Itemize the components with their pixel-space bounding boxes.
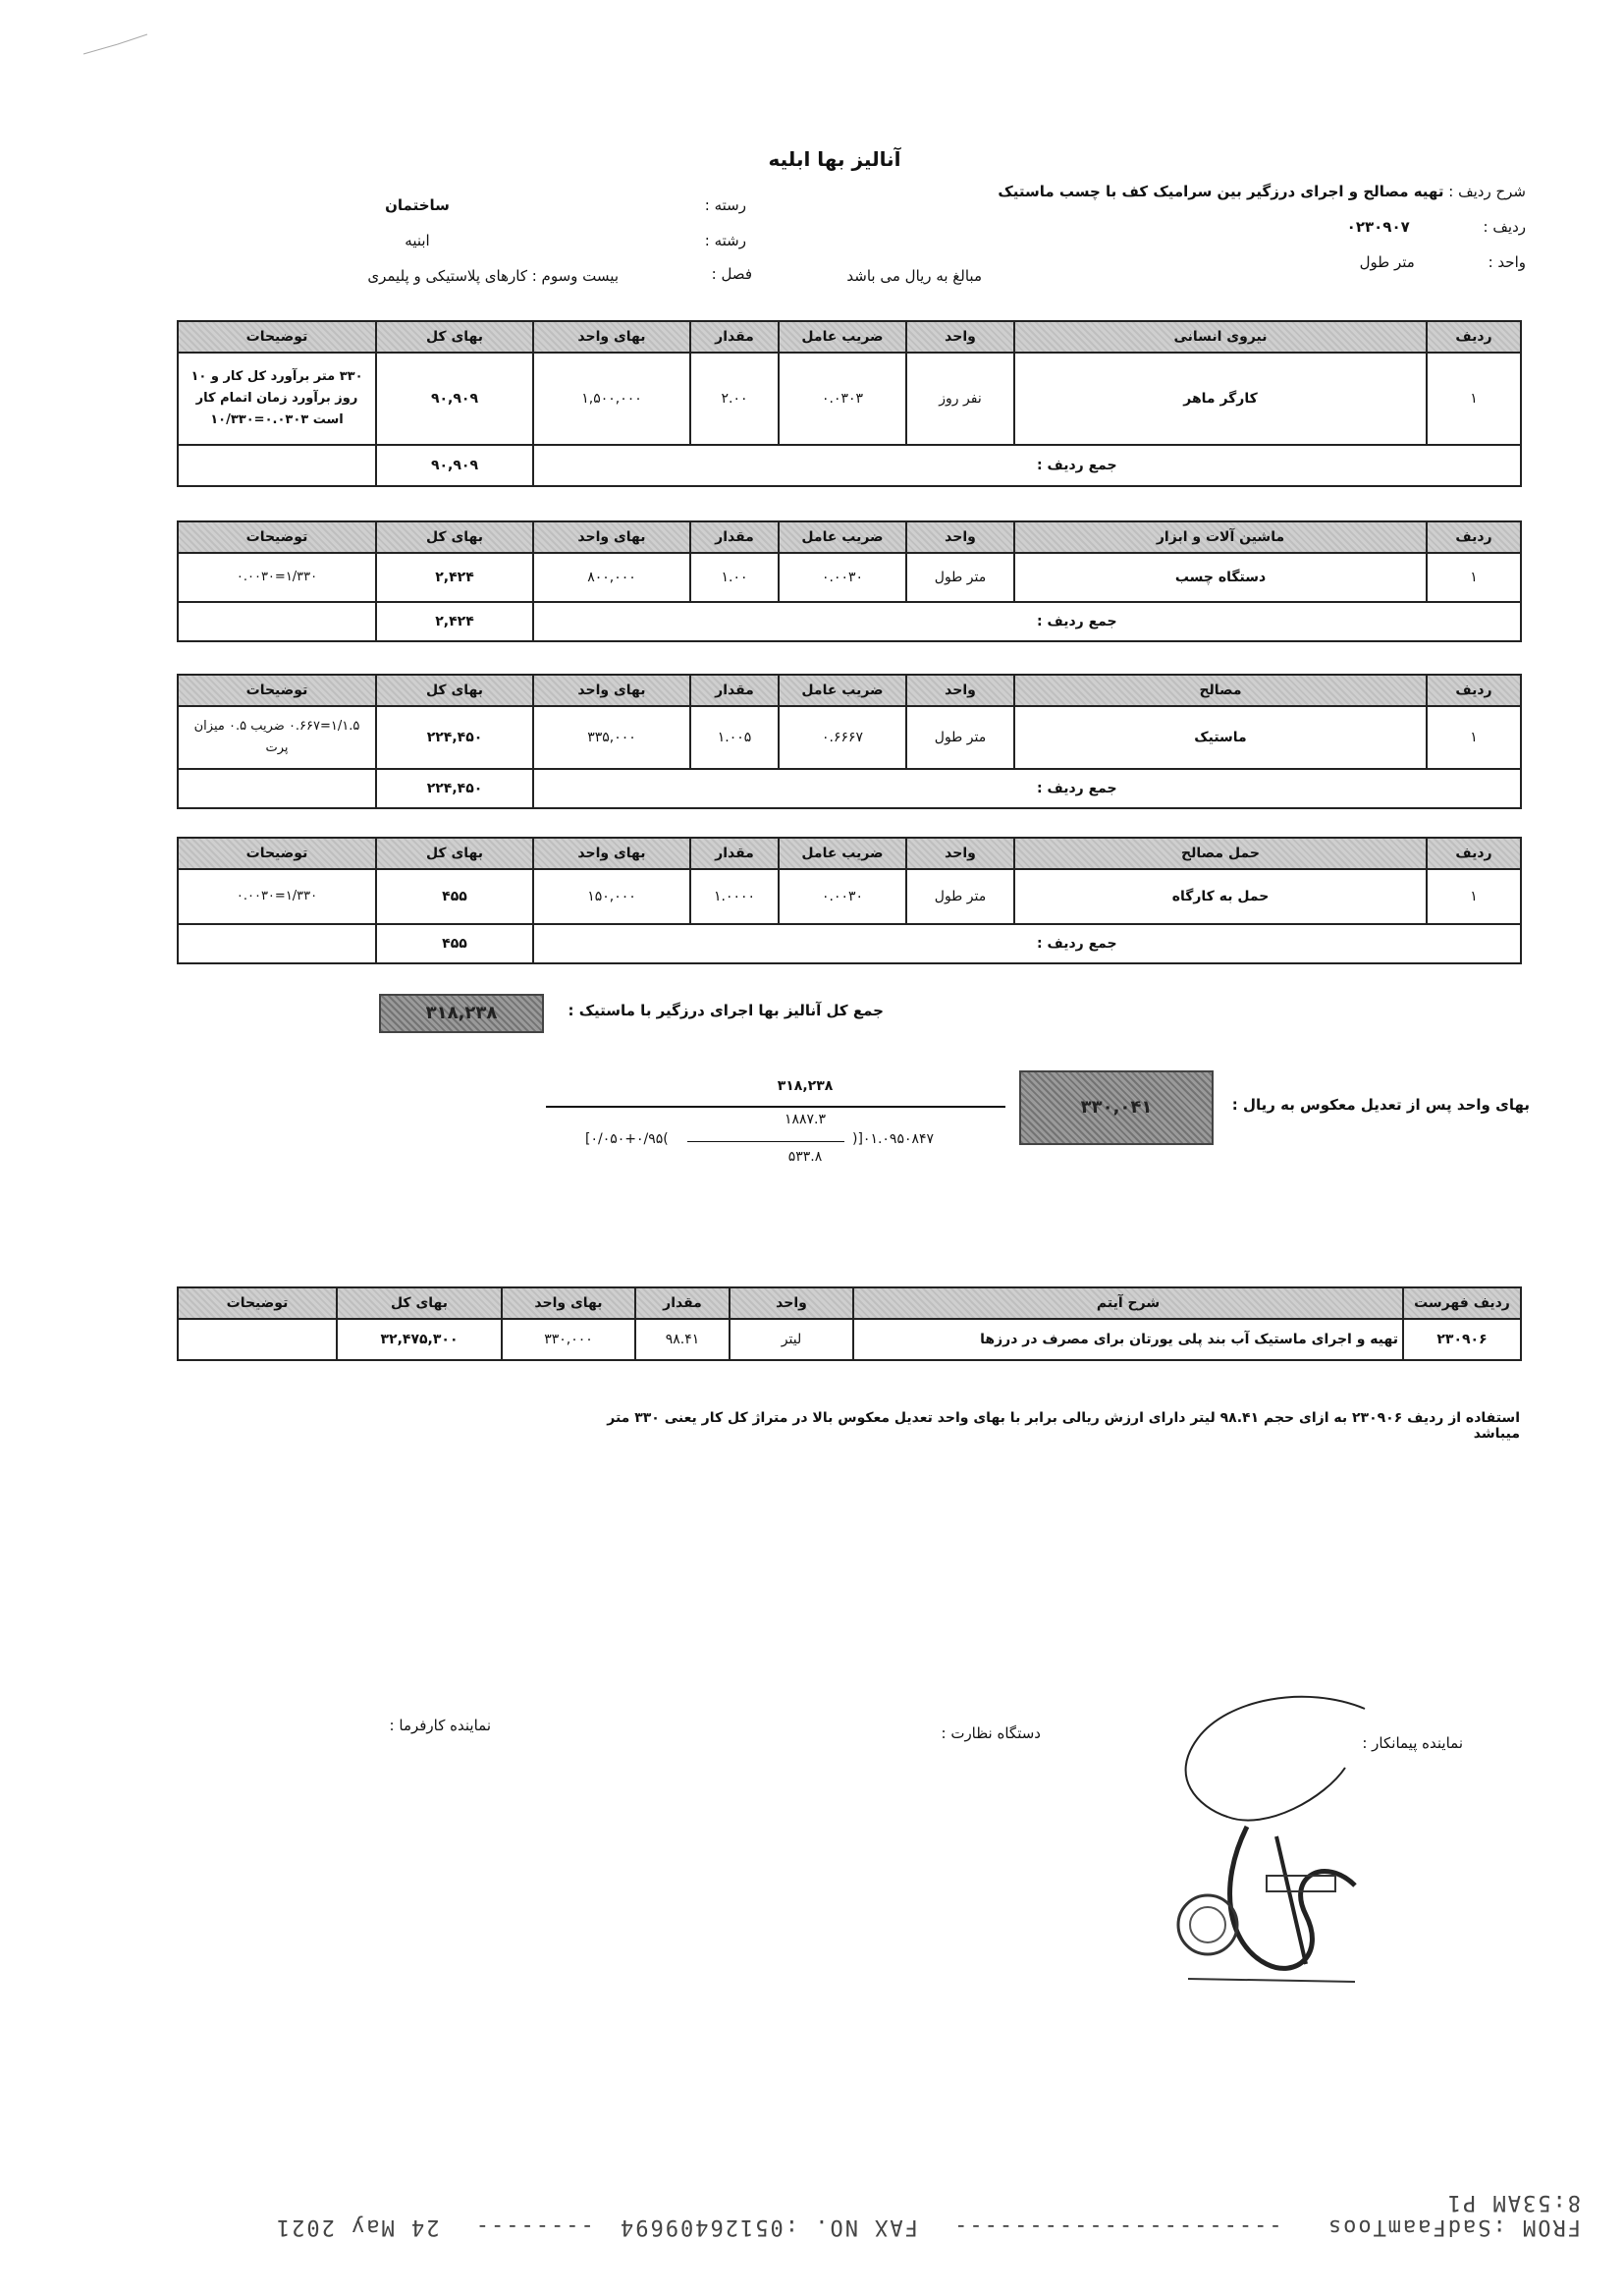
table-cell: حمل به کارگاه — [1014, 869, 1427, 924]
transport-table — [177, 837, 1522, 964]
table-cell: ۲۲۴,۴۵۰ — [376, 706, 533, 769]
total-value: ۳۱۸,۲۳۸ — [379, 994, 544, 1033]
header-reshteh2-label: رشته : — [704, 232, 746, 249]
table-row — [178, 1319, 1521, 1360]
sum-value: ۲,۴۲۴ — [376, 602, 533, 641]
table-sum-row — [178, 602, 1521, 641]
materials-table — [177, 674, 1522, 809]
table-header-cell: ردیف — [1427, 675, 1521, 706]
header-vahed: واحد : متر طول — [1359, 253, 1526, 271]
table-header-cell: بهای واحد — [533, 675, 690, 706]
table-cell: نفر روز — [906, 353, 1014, 445]
table-cell: متر طول — [906, 553, 1014, 602]
fax-from: FROM :SadFaamToos — [1326, 2214, 1581, 2239]
table-cell: کارگر ماهر — [1014, 353, 1427, 445]
table-header-cell: ضریب عامل — [779, 321, 906, 353]
table-header-cell: واحد — [906, 521, 1014, 553]
table-cell: ۱/۱.۵=۰.۶۶۷ ضریب ۰.۵ میزان پرت — [178, 706, 376, 769]
table-cell: ۴۵۵ — [376, 869, 533, 924]
sum-label: جمع ردیف : — [533, 924, 1521, 963]
table-header-cell: توضیحات — [178, 675, 376, 706]
table-header-row — [178, 321, 1521, 353]
contractor-signature-stamp — [1159, 1689, 1394, 1994]
table-header-cell: ردیف — [1427, 838, 1521, 869]
table-header-cell: بهای کل — [337, 1287, 502, 1319]
fraction-line — [546, 1106, 1005, 1108]
table-header-cell: بهای کل — [376, 321, 533, 353]
table-sum-row — [178, 445, 1521, 486]
table-cell: ۳۳۰,۰۰۰ — [502, 1319, 635, 1360]
table-header-cell: توضیحات — [178, 1287, 337, 1319]
total-label: جمع کل آنالیز بها اجرای درزگیر با ماستیک : — [568, 1002, 884, 1019]
table-cell: ۱.۰۰۵ — [690, 706, 779, 769]
header-reshteh1-label: رسته : — [704, 196, 746, 214]
table-cell: ۹۸.۴۱ — [635, 1319, 730, 1360]
table-header-cell: حمل مصالح — [1014, 838, 1427, 869]
scan-mark — [79, 29, 157, 59]
table-cell: ۱ — [1427, 353, 1521, 445]
table-header-cell: ضریب عامل — [779, 521, 906, 553]
table-cell: لیتر — [730, 1319, 853, 1360]
table-header-cell: ردیف فهرست — [1403, 1287, 1521, 1319]
sum-value: ۲۲۴,۴۵۰ — [376, 769, 533, 808]
table-row — [178, 553, 1521, 602]
table-cell: ۱,۵۰۰,۰۰۰ — [533, 353, 690, 445]
table-cell — [178, 1319, 337, 1360]
table-cell: ۱ — [1427, 706, 1521, 769]
table-cell: ۰.۰۰۳۰ — [779, 869, 906, 924]
table-cell: ۸۰۰,۰۰۰ — [533, 553, 690, 602]
table-cell: ۳۲,۴۷۵,۳۰۰ — [337, 1319, 502, 1360]
table-header-cell: بهای کل — [376, 838, 533, 869]
table-header-cell: ضریب عامل — [779, 838, 906, 869]
table-cell: ۰.۶۶۶۷ — [779, 706, 906, 769]
header-reshteh1-value: ساختمان — [385, 196, 450, 214]
reverse-numerator: ۳۱۸,۲۳۸ — [777, 1078, 834, 1094]
table-cell: تهیه و اجرای ماستیک آب بند پلی یورتان برای مصرف در درزها — [853, 1319, 1403, 1360]
table-cell: ۱.۰۰ — [690, 553, 779, 602]
table-cell: ۲.۰۰ — [690, 353, 779, 445]
sum-label: جمع ردیف : — [533, 602, 1521, 641]
fraction-line — [687, 1141, 844, 1142]
table-cell: ۰.۰۳۰۳ — [779, 353, 906, 445]
table-cell: متر طول — [906, 869, 1014, 924]
table-header-cell: ردیف — [1427, 521, 1521, 553]
sum-value: ۹۰,۹۰۹ — [376, 445, 533, 486]
table-header-cell: توضیحات — [178, 521, 376, 553]
table-sum-row — [178, 924, 1521, 963]
reverse-right-formula: )]۰۱.۰۹۵۰۸۴۷ — [852, 1131, 935, 1147]
supervisor-signature-label: دستگاه نظارت : — [941, 1724, 1041, 1742]
table-header-cell: واحد — [730, 1287, 853, 1319]
table-cell: دستگاه چسب — [1014, 553, 1427, 602]
header-fasl-label: فصل : — [711, 265, 752, 283]
table-header-cell: بهای کل — [376, 675, 533, 706]
sum-label: جمع ردیف : — [533, 769, 1521, 808]
table-cell: ۳۳۰ متر برآورد کل کار و ۱۰ روز برآورد زمان اتمام کار است ۰.۰۳۰۳=۱۰/۳۳۰ — [178, 353, 376, 445]
table-header-cell: مقدار — [690, 321, 779, 353]
machinery-table — [177, 520, 1522, 642]
table-cell: متر طول — [906, 706, 1014, 769]
table-cell: ۱/۳۳۰=۰.۰۰۳۰ — [178, 553, 376, 602]
header-sharh: شرح ردیف : تهیه مصالح و اجرای درزگیر بین سرامیک کف با چسب ماستیک — [998, 183, 1526, 200]
table-cell: ۱ — [1427, 869, 1521, 924]
table-sum-row — [178, 769, 1521, 808]
table-cell — [178, 769, 376, 808]
employer-signature-label: نماینده کارفرما : — [389, 1717, 491, 1734]
reverse-mid: ۱۸۸۷.۳ — [784, 1112, 827, 1127]
note-paragraph: استفاده از ردیف ۲۳۰۹۰۶ به ازای حجم ۹۸.۴۱ لیتر دارای ارزش ریالی برابر با بهای واحد تعدیل معکوس بالا در متراژ کل کار یعنی ۳۳۰ متر میباشد — [607, 1410, 1520, 1442]
table-header-row — [178, 838, 1521, 869]
table-header-cell: توضیحات — [178, 321, 376, 353]
table-cell: ۱۵۰,۰۰۰ — [533, 869, 690, 924]
table-header-row — [178, 521, 1521, 553]
table-cell — [178, 924, 376, 963]
table-header-cell: توضیحات — [178, 838, 376, 869]
table-header-cell: مقدار — [690, 521, 779, 553]
reverse-left-formula: [۰/۰۵۰+۰/۹۵( — [585, 1131, 669, 1147]
item-table — [177, 1286, 1522, 1361]
labor-table — [177, 320, 1522, 487]
table-cell: ۳۳۵,۰۰۰ — [533, 706, 690, 769]
table-header-cell: بهای کل — [376, 521, 533, 553]
table-cell: ۱.۰۰۰۰ — [690, 869, 779, 924]
table-row — [178, 869, 1521, 924]
table-header-cell: بهای واحد — [533, 838, 690, 869]
table-cell: ۱/۳۳۰=۰.۰۰۳۰ — [178, 869, 376, 924]
table-header-cell: واحد — [906, 321, 1014, 353]
fax-footer: FROM :SadFaamToos ---------------------- FAX NO. :05126409694 -------- 24 May 2021 8:53AM P1 — [274, 2190, 1581, 2239]
header-radif: ردیف : ۰۲۳۰۹۰۷ — [1346, 218, 1526, 236]
table-header-cell: نیروی انسانی — [1014, 321, 1427, 353]
table-cell: ۲۳۰۹۰۶ — [1403, 1319, 1521, 1360]
sum-value: ۴۵۵ — [376, 924, 533, 963]
reverse-boxed-value: ۳۳۰,۰۴۱ — [1019, 1070, 1214, 1145]
table-cell — [178, 445, 376, 486]
table-header-cell: بهای واحد — [502, 1287, 635, 1319]
table-cell: ۱ — [1427, 553, 1521, 602]
table-header-cell: ماشین آلات و ابزار — [1014, 521, 1427, 553]
table-row — [178, 353, 1521, 445]
table-header-cell: بهای واحد — [533, 321, 690, 353]
table-header-cell: بهای واحد — [533, 521, 690, 553]
table-header-cell: ضریب عامل — [779, 675, 906, 706]
table-cell: ۲,۴۲۴ — [376, 553, 533, 602]
table-header-cell: مقدار — [635, 1287, 730, 1319]
table-header-cell: شرح آیتم — [853, 1287, 1403, 1319]
header-fasl-value: بیست وسوم : کارهای پلاستیکی و پلیمری — [367, 267, 619, 285]
page-title: آنالیز بها ابلیه — [768, 147, 901, 171]
table-cell — [178, 602, 376, 641]
table-header-cell: ردیف — [1427, 321, 1521, 353]
table-header-row — [178, 675, 1521, 706]
table-header-cell: مصالح — [1014, 675, 1427, 706]
header-mabalegh: مبالغ به ریال می باشد — [846, 267, 982, 285]
table-row — [178, 706, 1521, 769]
sum-label: جمع ردیف : — [533, 445, 1521, 486]
table-header-cell: مقدار — [690, 675, 779, 706]
table-cell: ۹۰,۹۰۹ — [376, 353, 533, 445]
table-cell: ۰.۰۰۳۰ — [779, 553, 906, 602]
header-reshteh2-value: ابنیه — [405, 232, 430, 249]
table-cell: ماستیک — [1014, 706, 1427, 769]
table-header-cell: مقدار — [690, 838, 779, 869]
table-header-row — [178, 1287, 1521, 1319]
contractor-signature-label: نماینده پیمانکار : — [1362, 1734, 1463, 1752]
table-header-cell: واحد — [906, 675, 1014, 706]
fax-date: 24 May 2021 8:53AM P1 — [274, 2190, 1581, 2239]
fax-number: FAX NO. :05126409694 — [619, 2214, 918, 2239]
reverse-label: بهای واحد پس از تعدیل معکوس به ریال : — [1231, 1096, 1530, 1114]
reverse-denominator: ۵۳۳.۸ — [787, 1149, 823, 1165]
table-header-cell: واحد — [906, 838, 1014, 869]
